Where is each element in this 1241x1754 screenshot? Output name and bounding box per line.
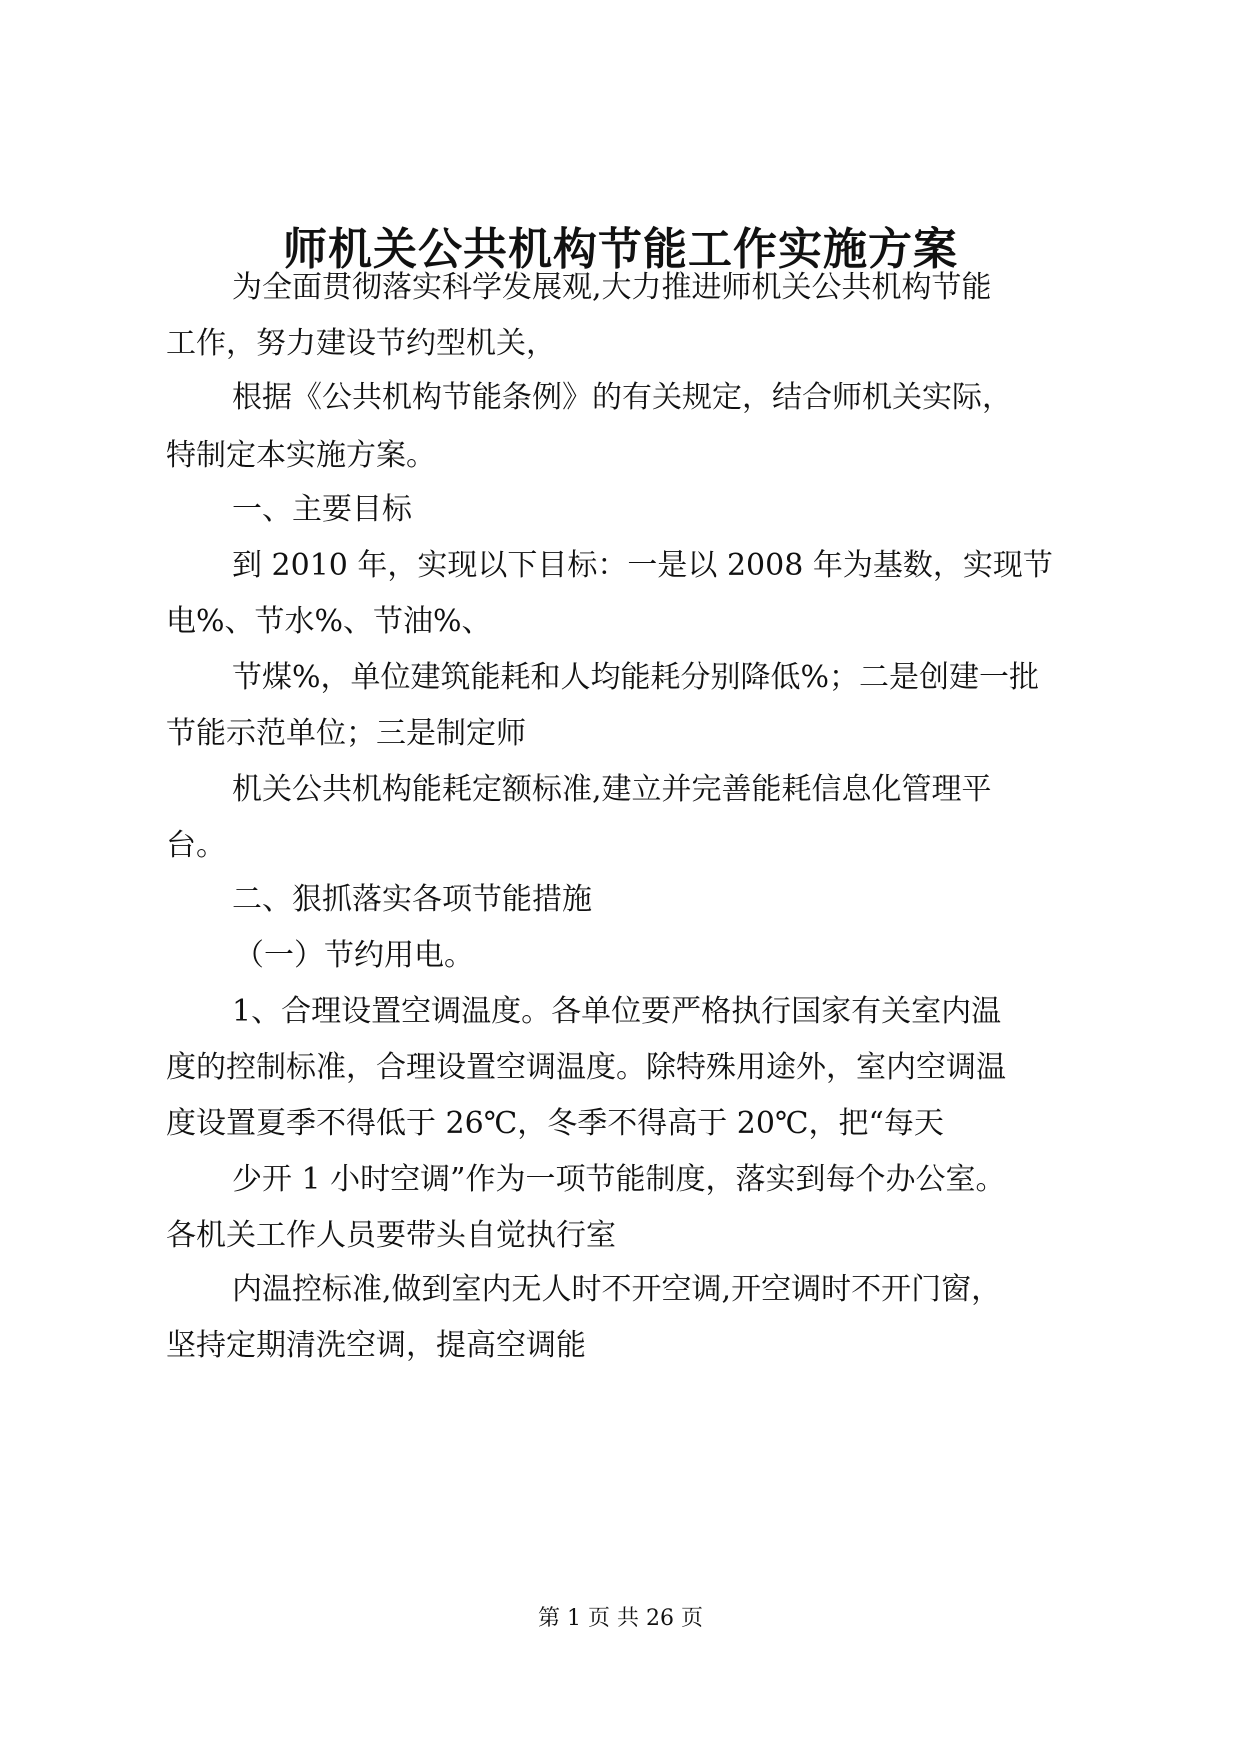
body-line: 到 2010 年，实现以下目标：一是以 2008 年为基数，实现节 [232,548,1053,583]
body-line: 台。 [166,828,226,863]
body-line: 各机关工作人员要带头自觉执行室 [166,1218,616,1253]
body-line: 内温控标准,做到室内无人时不开空调,开空调时不开门窗， [232,1272,1002,1307]
section-heading: 一、主要目标 [232,492,412,527]
body-line: 度的控制标准，合理设置空调温度。除特殊用途外，室内空调温 [166,1050,1006,1085]
body-line: 特制定本实施方案。 [166,438,436,473]
section-heading: 二、狠抓落实各项节能措施 [232,882,592,917]
body-line: 坚持定期清洗空调，提高空调能 [166,1328,586,1363]
body-line: 根据《公共机构节能条例》的有关规定，结合师机关实际， [232,380,1012,415]
body-line: 机关公共机构能耗定额标准,建立并完善能耗信息化管理平 [232,772,992,807]
document-title: 师机关公共机构节能工作实施方案 [283,224,958,275]
body-line: 工作，努力建设节约型机关， [166,326,556,361]
body-line: 为全面贯彻落实科学发展观,大力推进师机关公共机构节能 [232,270,992,305]
body-line: 节能示范单位；三是制定师 [166,716,526,751]
body-line: 度设置夏季不得低于 26℃，冬季不得高于 20℃，把“每天 [166,1106,944,1141]
subsection-heading: （一）节约用电。 [234,938,474,973]
body-line: 少开 1 小时空调”作为一项节能制度，落实到每个办公室。 [232,1162,1006,1197]
body-line: 1、合理设置空调温度。各单位要严格执行国家有关室内温 [232,994,1002,1029]
body-line: 电%、节水%、节油%、 [166,604,492,639]
body-line: 节煤%，单位建筑能耗和人均能耗分别降低%；二是创建一批 [232,660,1040,695]
page-footer: 第 1 页 共 26 页 [538,1606,703,1631]
